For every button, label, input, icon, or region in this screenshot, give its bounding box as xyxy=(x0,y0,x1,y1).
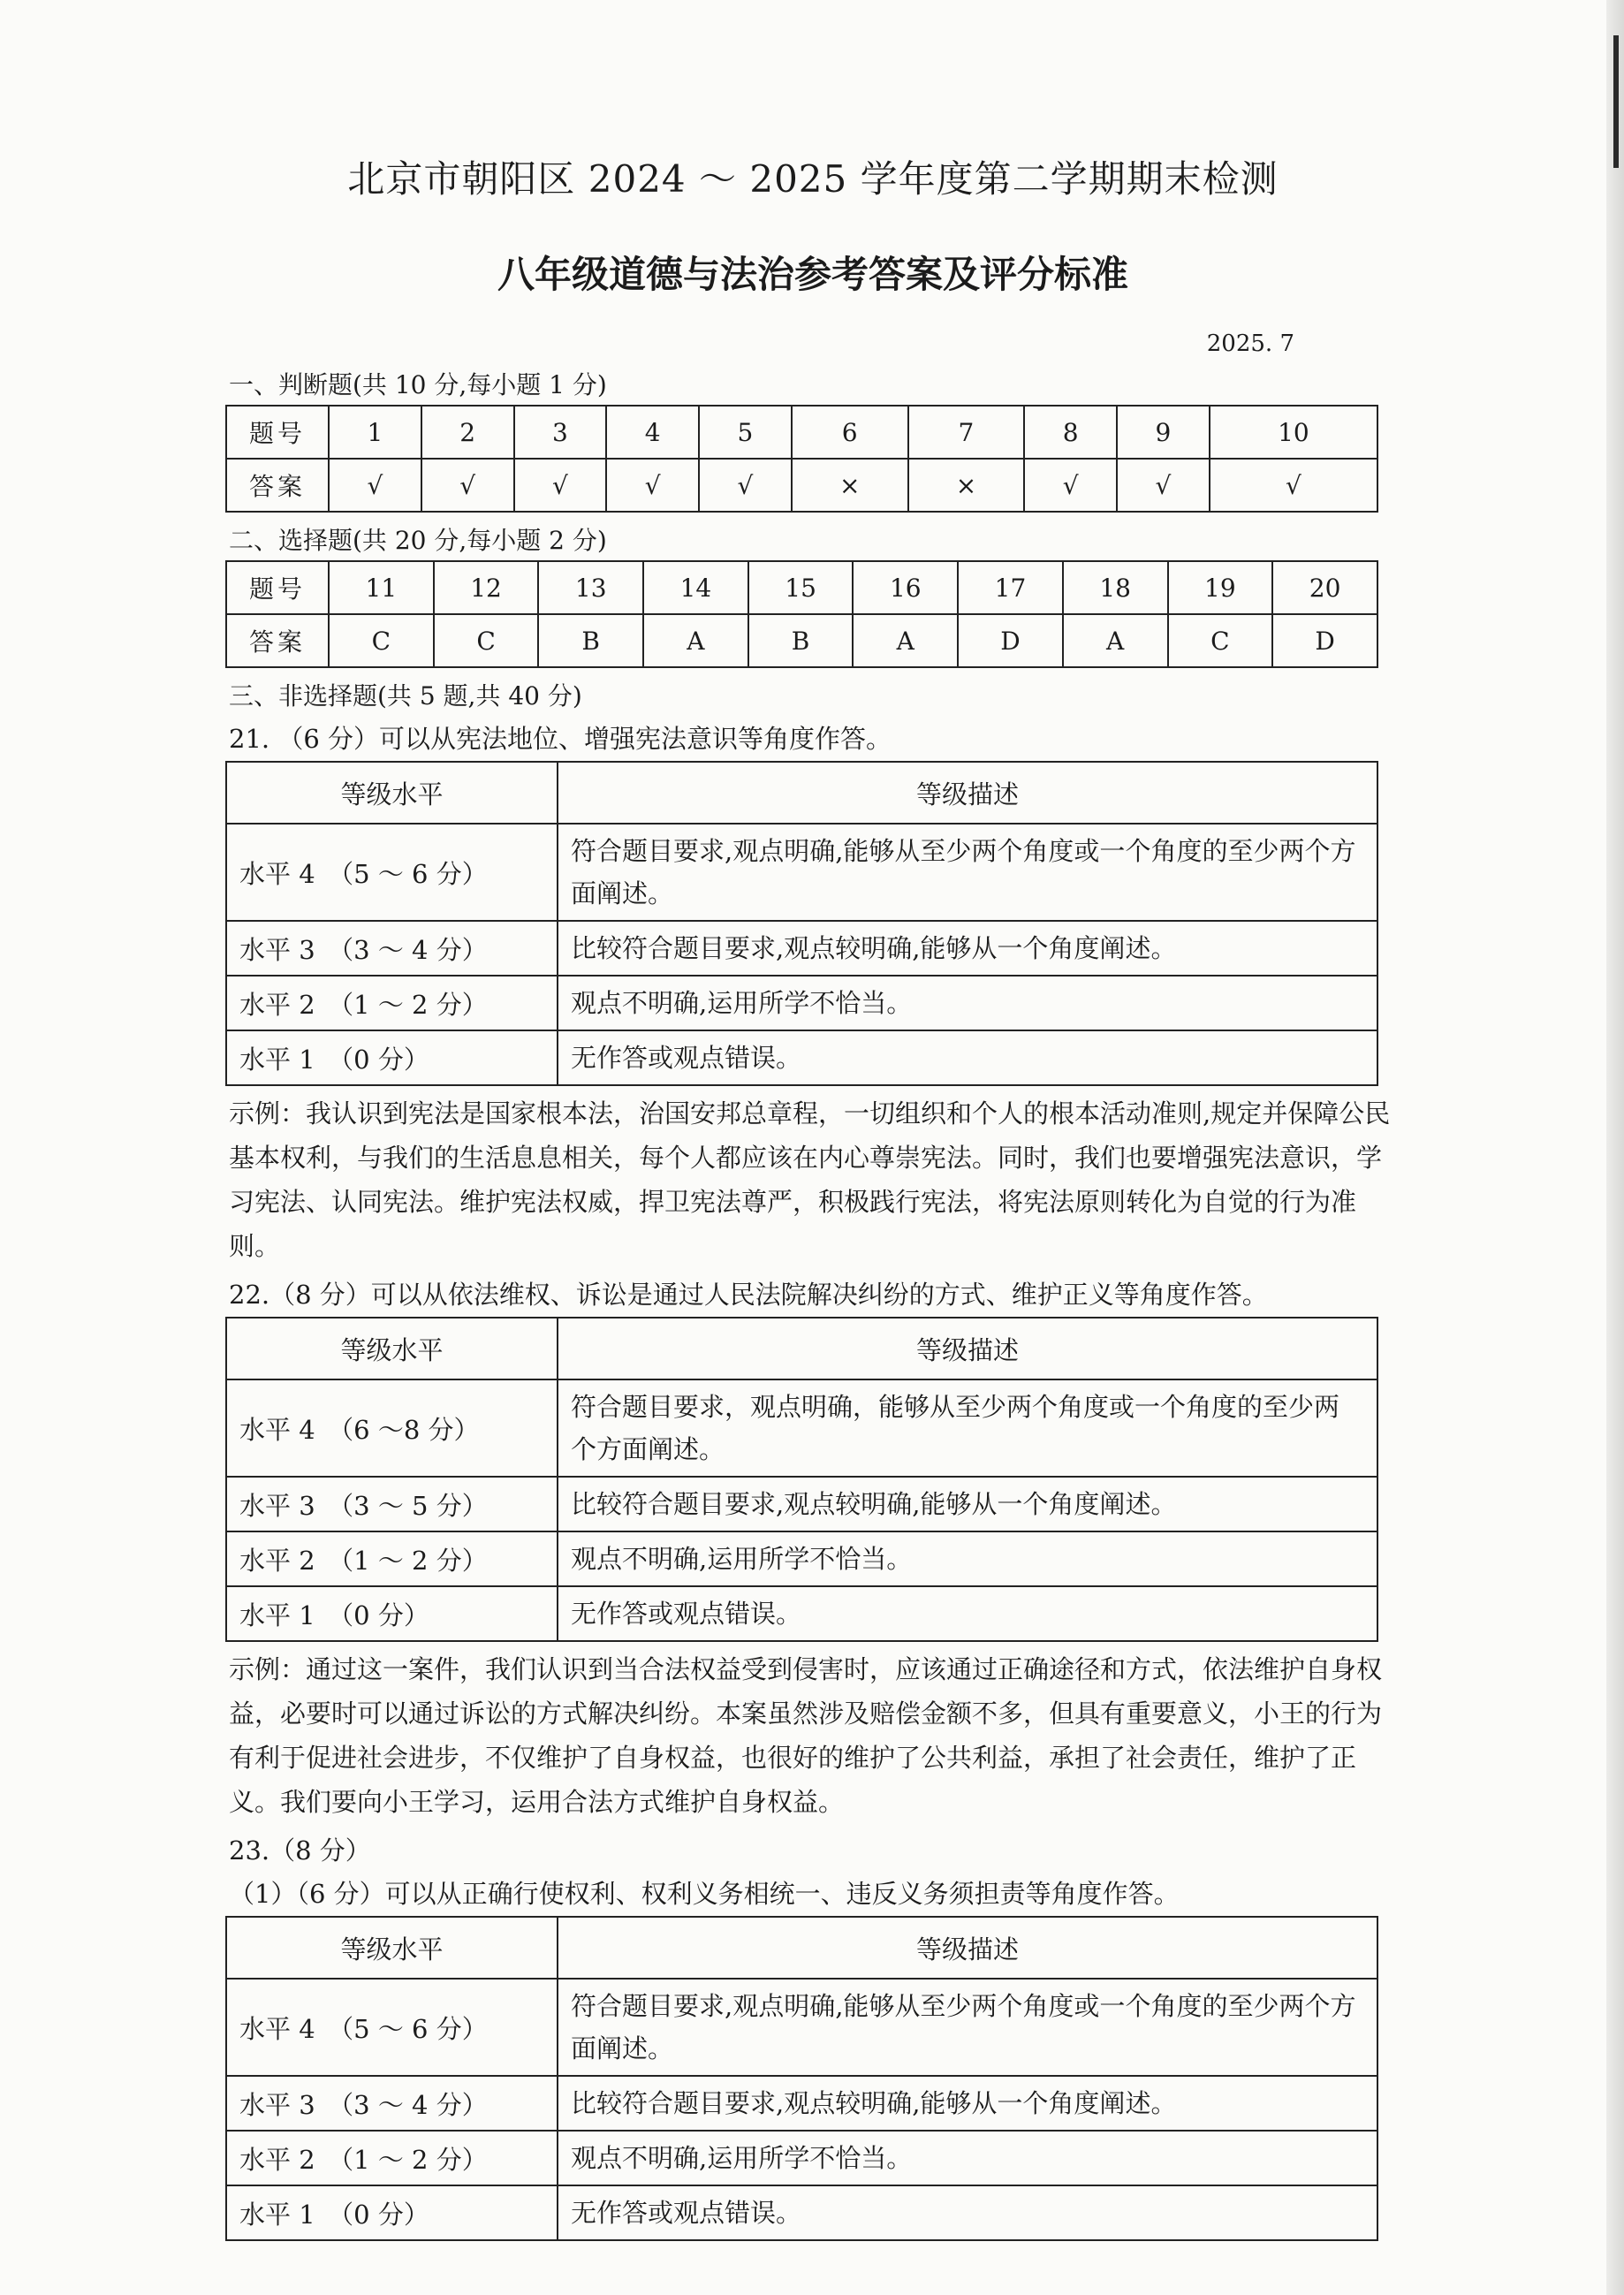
answer-cell: × xyxy=(792,459,908,512)
exam-title: 北京市朝阳区 2024 ～ 2025 学年度第二学期期末检测 xyxy=(347,157,1279,201)
level-cell: 水平 4 （5 ～ 6 分） xyxy=(226,824,558,921)
answer-cell: A xyxy=(1063,614,1168,667)
part1-heading: 一、判断题(共 10 分,每小题 1 分) xyxy=(229,370,607,399)
scan-edge-mark xyxy=(1613,35,1619,168)
question-number: 19 xyxy=(1168,561,1273,614)
answer-cell: √ xyxy=(699,459,792,512)
part2-answer-table xyxy=(225,560,1378,668)
question-number: 18 xyxy=(1063,561,1168,614)
q23-prompt: 23.（8 分） xyxy=(229,1835,371,1866)
document-subtitle: 八年级道德与法治参考答案及评分标准 xyxy=(497,253,1128,296)
answer-cell: C xyxy=(434,614,539,667)
answer-cell: √ xyxy=(1117,459,1210,512)
desc-cell: 符合题目要求,观点明确,能够从至少两个角度或一个角度的至少两个方面阐述。 xyxy=(558,824,1377,921)
part3-heading: 三、非选择题(共 5 题,共 40 分) xyxy=(229,681,582,711)
level-cell: 水平 1 （0 分） xyxy=(226,1030,558,1085)
level-cell: 水平 4 （5 ～ 6 分） xyxy=(226,1979,558,2076)
table-row xyxy=(226,459,1377,512)
col-header-level: 等级水平 xyxy=(226,762,558,824)
q21-example: 示例：我认识到宪法是国家根本法，治国安邦总章程，一切组织和个人的根本活动准则,规定并保障公民基本权利，与我们的生活息息相关，每个人都应该在内心尊崇宪法。同时，我们也要增强宪法意识，学习宪法、认同宪法。维护宪法权威，捍卫宪法尊严，积极践行宪法，将宪法原则转化为自觉的行为准则。 xyxy=(229,1098,1391,1261)
question-number: 6 xyxy=(792,406,908,459)
desc-cell: 无作答或观点错误。 xyxy=(558,2185,1377,2240)
question-number: 12 xyxy=(434,561,539,614)
row-label-number: 题号 xyxy=(226,561,329,614)
q23-sub-prompt: （1）（6 分）可以从正确行使权利、权利义务相统一、违反义务须担责等角度作答。 xyxy=(229,1879,1180,1909)
q22-rubric-table xyxy=(225,1317,1378,1642)
desc-cell: 比较符合题目要求,观点较明确,能够从一个角度阐述。 xyxy=(558,1477,1377,1531)
table-row xyxy=(226,921,1377,976)
answer-cell: B xyxy=(748,614,854,667)
q23-rubric-table xyxy=(225,1916,1378,2241)
level-cell: 水平 2 （1 ～ 2 分） xyxy=(226,2131,558,2185)
q22-example: 示例：通过这一案件，我们认识到当合法权益受到侵害时，应该通过正确途径和方式，依法维护自身权益，必要时可以通过诉讼的方式解决纠纷。本案虽然涉及赔偿金额不多，但具有重要意义，小王的行为有利于促进社会进步，不仅维护了自身权益，也很好的维护了公共利益，承担了社会责任，维护了正义。我们要向小王学习，运用合法方式维护自身权益。 xyxy=(229,1654,1383,1817)
level-cell: 水平 4 （6 ～8 分） xyxy=(226,1379,558,1477)
row-label-answer: 答案 xyxy=(226,459,329,512)
desc-cell: 符合题目要求，观点明确，能够从至少两个角度或一个角度的至少两个方面阐述。 xyxy=(558,1379,1377,1477)
table-row xyxy=(226,561,1377,614)
table-row xyxy=(226,824,1377,921)
question-number: 2 xyxy=(421,406,514,459)
level-cell: 水平 3 （3 ～ 4 分） xyxy=(226,2076,558,2131)
desc-cell: 观点不明确,运用所学不恰当。 xyxy=(558,1531,1377,1586)
table-row xyxy=(226,1030,1377,1085)
table-header-row xyxy=(226,762,1377,824)
question-number: 9 xyxy=(1117,406,1210,459)
question-number: 17 xyxy=(958,561,1063,614)
q21-rubric-table xyxy=(225,761,1378,1086)
desc-cell: 比较符合题目要求,观点较明确,能够从一个角度阐述。 xyxy=(558,921,1377,976)
question-number: 11 xyxy=(329,561,434,614)
table-row xyxy=(226,2185,1377,2240)
answer-cell: A xyxy=(643,614,748,667)
table-row xyxy=(226,1586,1377,1641)
level-cell: 水平 2 （1 ～ 2 分） xyxy=(226,976,558,1030)
table-row xyxy=(226,1531,1377,1586)
answer-cell: C xyxy=(1168,614,1273,667)
desc-cell: 观点不明确,运用所学不恰当。 xyxy=(558,976,1377,1030)
row-label-number: 题号 xyxy=(226,406,329,459)
level-cell: 水平 3 （3 ～ 4 分） xyxy=(226,921,558,976)
answer-cell: C xyxy=(329,614,434,667)
page-edge-shadow xyxy=(1606,0,1624,2295)
answer-cell: √ xyxy=(1210,459,1377,512)
answer-cell: √ xyxy=(421,459,514,512)
row-label-answer: 答案 xyxy=(226,614,329,667)
question-number: 4 xyxy=(606,406,699,459)
q21-prompt: 21. （6 分）可以从宪法地位、增强宪法意识等角度作答。 xyxy=(229,724,892,754)
question-number: 7 xyxy=(908,406,1025,459)
level-cell: 水平 1 （0 分） xyxy=(226,2185,558,2240)
answer-cell: √ xyxy=(329,459,421,512)
desc-cell: 符合题目要求,观点明确,能够从至少两个角度或一个角度的至少两个方面阐述。 xyxy=(558,1979,1377,2076)
question-number: 8 xyxy=(1024,406,1117,459)
question-number: 10 xyxy=(1210,406,1377,459)
question-number: 15 xyxy=(748,561,854,614)
answer-cell: D xyxy=(1272,614,1377,667)
answer-sheet xyxy=(225,150,1400,2241)
table-header-row xyxy=(226,1318,1377,1379)
answer-cell: √ xyxy=(606,459,699,512)
document-date: 2025. 7 xyxy=(1206,331,1294,357)
question-number: 20 xyxy=(1272,561,1377,614)
col-header-desc: 等级描述 xyxy=(558,1318,1377,1379)
question-number: 3 xyxy=(514,406,607,459)
q22-prompt: 22.（8 分）可以从依法维权、诉讼是通过人民法院解决纠纷的方式、维护正义等角度作答。 xyxy=(229,1280,1268,1310)
desc-cell: 比较符合题目要求,观点较明确,能够从一个角度阐述。 xyxy=(558,2076,1377,2131)
question-number: 5 xyxy=(699,406,792,459)
answer-cell: √ xyxy=(514,459,607,512)
part2-heading: 二、选择题(共 20 分,每小题 2 分) xyxy=(229,526,607,555)
col-header-desc: 等级描述 xyxy=(558,1917,1377,1979)
desc-cell: 无作答或观点错误。 xyxy=(558,1030,1377,1085)
question-number: 14 xyxy=(643,561,748,614)
table-row xyxy=(226,406,1377,459)
level-cell: 水平 3 （3 ～ 5 分） xyxy=(226,1477,558,1531)
col-header-desc: 等级描述 xyxy=(558,762,1377,824)
answer-cell: A xyxy=(853,614,958,667)
desc-cell: 观点不明确,运用所学不恰当。 xyxy=(558,2131,1377,2185)
table-row xyxy=(226,614,1377,667)
level-cell: 水平 2 （1 ～ 2 分） xyxy=(226,1531,558,1586)
answer-cell: D xyxy=(958,614,1063,667)
table-row xyxy=(226,2131,1377,2185)
level-cell: 水平 1 （0 分） xyxy=(226,1586,558,1641)
table-row xyxy=(226,1379,1377,1477)
table-header-row xyxy=(226,1917,1377,1979)
question-number: 13 xyxy=(538,561,643,614)
part1-answer-table xyxy=(225,405,1378,513)
desc-cell: 无作答或观点错误。 xyxy=(558,1586,1377,1641)
answer-cell: B xyxy=(538,614,643,667)
col-header-level: 等级水平 xyxy=(226,1318,558,1379)
table-row xyxy=(226,2076,1377,2131)
answer-cell: × xyxy=(908,459,1025,512)
question-number: 1 xyxy=(329,406,421,459)
table-row xyxy=(226,1477,1377,1531)
question-number: 16 xyxy=(853,561,958,614)
table-row xyxy=(226,1979,1377,2076)
answer-cell: √ xyxy=(1024,459,1117,512)
table-row xyxy=(226,976,1377,1030)
col-header-level: 等级水平 xyxy=(226,1917,558,1979)
